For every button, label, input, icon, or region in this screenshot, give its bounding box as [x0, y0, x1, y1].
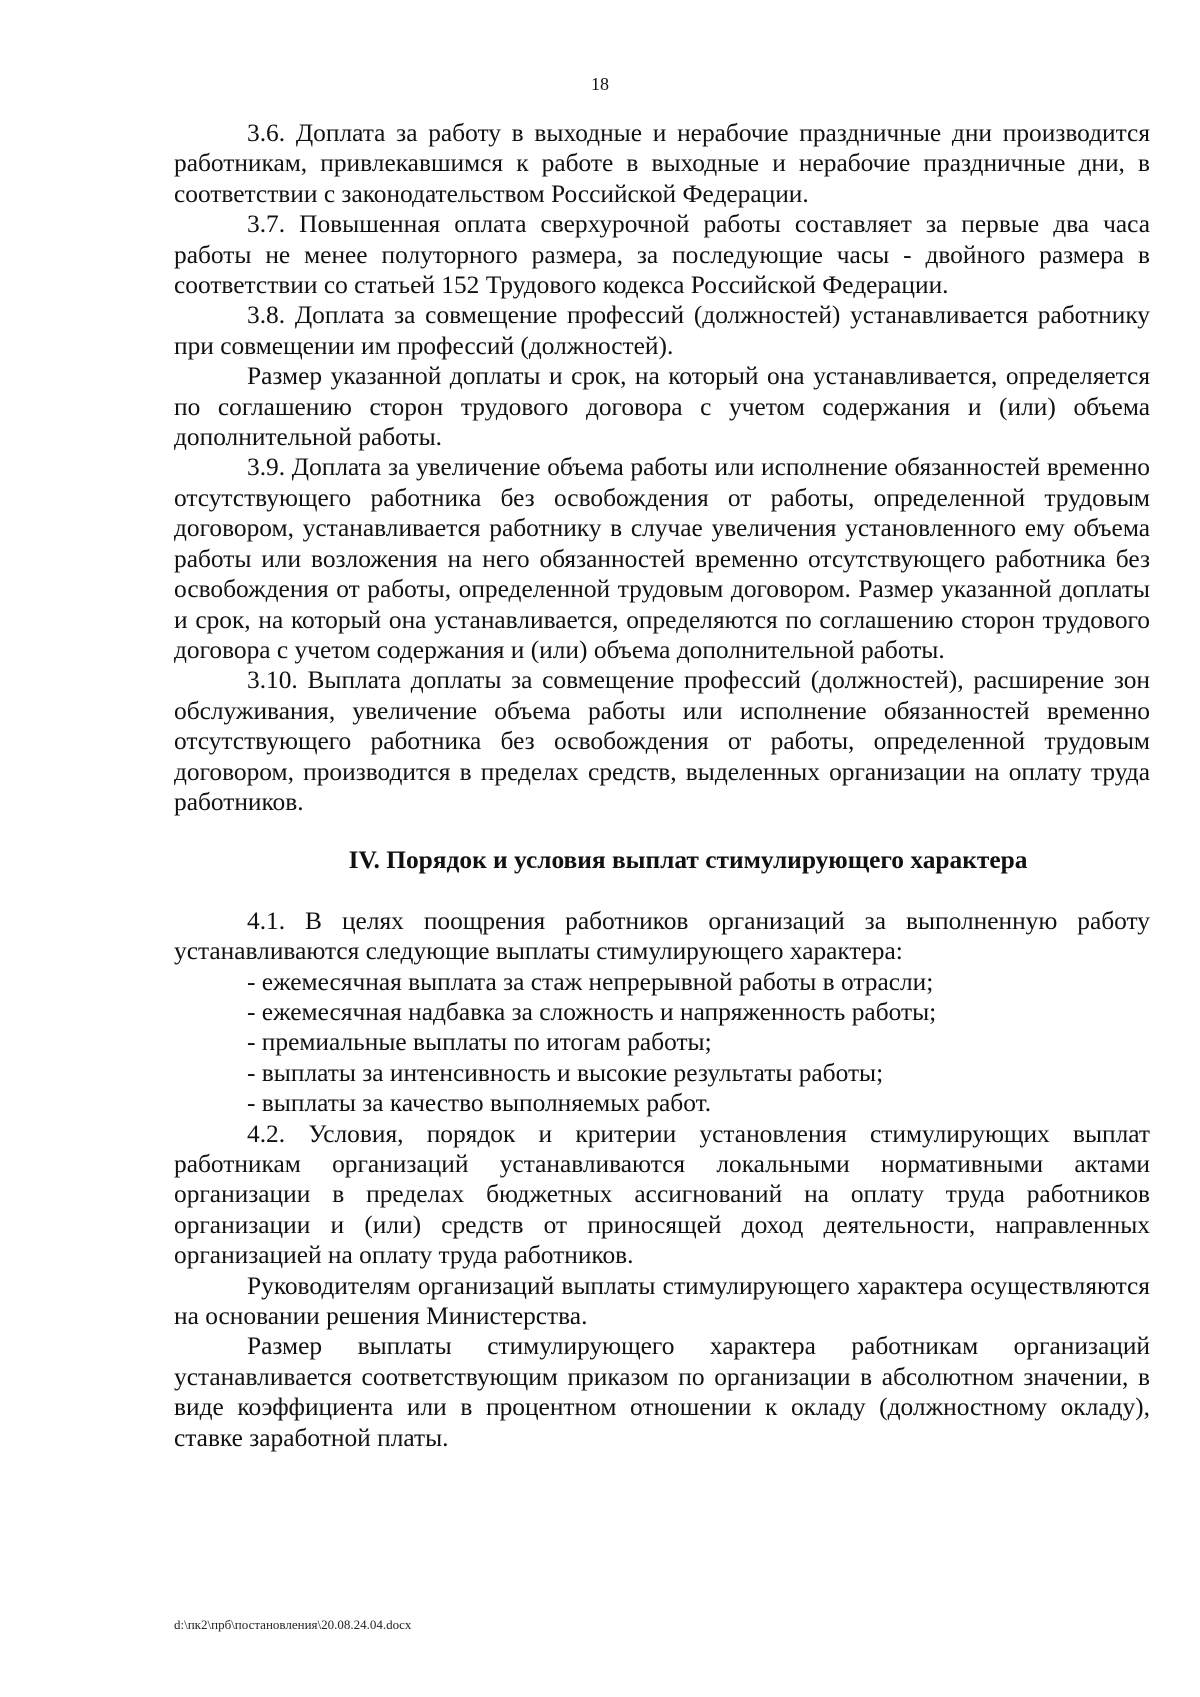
paragraph-4-2: 4.2. Условия, порядок и критерии установления стимулирующих выплат работникам организаций устанавливаются локальными нормативными актами организации в пределах бюджетных ассигнований на оплату труда работников организации и (или) средств от приносящей доход деятельности, направленных организацией на оплату труда работников.	[174, 1119, 1150, 1270]
file-path-footer: d:\пк2\прб\постановления\20.08.24.04.docx	[174, 1617, 412, 1632]
paragraph-4-2-size: Размер выплаты стимулирующего характера работникам организаций устанавливается соответствующим приказом по организации в абсолютном значении, в виде коэффициента или в процентном отношении к окладу (должностному окладу), ставке заработной платы.	[174, 1332, 1150, 1452]
paragraph-3-9: 3.9. Доплата за увеличение объема работы или исполнение обязанностей временно отсутствующего работника без освобождения от работы, определенной трудовым договором, устанавливается работнику в случае увеличения установленного ему объема работы или возложения на него обязанностей временно отсутствующего работника без освобождения от работы, определенной трудовым договором. Размер указанной доплаты и срок, на который она устанавливается, определяются по соглашению сторон трудового договора с учетом содержания и (или) объема дополнительной работы.	[174, 453, 1150, 664]
paragraph-4-1: 4.1. В целях поощрения работников организаций за выполненную работу устанавливаются следующие выплаты стимулирующего характера:	[174, 906, 1150, 966]
paragraph-3-10: 3.10. Выплата доплаты за совмещение профессий (должностей), расширение зон обслуживания, увеличение объема работы или исполнение обязанностей временно отсутствующего работника без освобождения от работы, определенной трудовым договором, производится в пределах средств, выделенных организации на оплату труда работников.	[174, 666, 1150, 816]
paragraph-3-8-size: Размер указанной доплаты и срок, на который она устанавливается, определяется по соглашению сторон трудового договора с учетом содержания и (или) объема дополнительной работы.	[174, 362, 1150, 452]
list-item: - ежемесячная надбавка за сложность и напряженность работы;	[247, 997, 937, 1026]
list-item: - премиальные выплаты по итогам работы;	[247, 1028, 712, 1057]
paragraph-3-8: 3.8. Доплата за совмещение профессий (должностей) устанавливается работнику при совмещении им профессий (должностей).	[174, 301, 1150, 360]
paragraph-3-6: 3.6. Доплата за работу в выходные и нерабочие праздничные дни производится работникам, привлекавшимся к работе в выходные и нерабочие праздничные дни, в соответствии с законодательством Российской Федерации.	[174, 119, 1150, 208]
list-item: - выплаты за качество выполняемых работ.	[247, 1089, 712, 1118]
list-item: - ежемесячная выплата за стаж непрерывной работы в отрасли;	[247, 967, 934, 996]
page-number: 18	[591, 74, 609, 94]
list-item: - выплаты за интенсивность и высокие результаты работы;	[247, 1058, 884, 1087]
paragraph-4-2-heads: Руководителям организаций выплаты стимулирующего характера осуществляются на основании решения Министерства.	[174, 1271, 1150, 1331]
document-body	[174, 118, 1150, 1453]
section-title: IV. Порядок и условия выплат стимулирующего характера	[348, 846, 1028, 875]
paragraph-3-7: 3.7. Повышенная оплата сверхурочной работы составляет за первые два часа работы не менее полуторного размера, за последующие часы - двойного размера в соответствии со статьей 152 Трудового кодекса Российской Федерации.	[174, 210, 1150, 300]
